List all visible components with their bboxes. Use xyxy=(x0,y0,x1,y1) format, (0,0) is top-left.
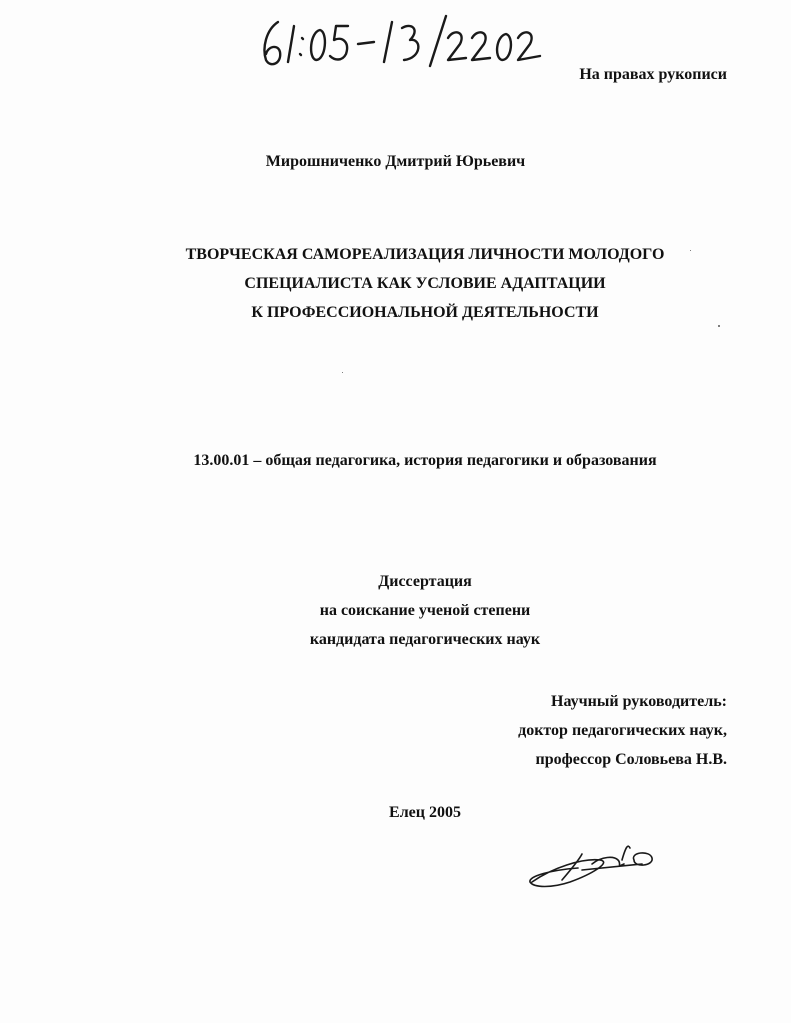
degree-line: на соискание ученой степени xyxy=(319,602,531,619)
city-year: Елец 2005 xyxy=(389,804,461,821)
handwritten-archive-code xyxy=(250,8,550,72)
title-line: ТВОРЧЕСКАЯ САМОРЕАЛИЗАЦИЯ ЛИЧНОСТИ МОЛОДОГО xyxy=(185,246,665,263)
specialty-code: 13.00.01 – общая педагогика, история педагогики и образования xyxy=(193,452,657,469)
supervisor-line: доктор педагогических наук, xyxy=(518,722,727,739)
supervisor-line: профессор Соловьева Н.В. xyxy=(535,751,727,768)
title-line: СПЕЦИАЛИСТА КАК УСЛОВИЕ АДАПТАЦИИ xyxy=(244,275,606,292)
scan-speck xyxy=(342,372,343,373)
scan-speck xyxy=(690,250,691,251)
signature xyxy=(522,838,662,898)
degree-statement xyxy=(0,567,791,654)
handwritten-code-drawing xyxy=(250,8,550,72)
dissertation-title xyxy=(100,240,750,327)
supervisor-line: Научный руководитель: xyxy=(551,693,727,710)
signature-drawing xyxy=(522,838,662,898)
rights-note: На правах рукописи xyxy=(579,66,727,83)
supervisor-block xyxy=(518,687,727,774)
degree-line: Диссертация xyxy=(378,573,472,590)
author-name: Мирошниченко Дмитрий Юрьевич xyxy=(265,153,526,170)
title-line: К ПРОФЕССИОНАЛЬНОЙ ДЕЯТЕЛЬНОСТИ xyxy=(251,304,599,321)
degree-line: кандидата педагогических наук xyxy=(309,631,541,648)
scan-speck xyxy=(718,325,720,327)
